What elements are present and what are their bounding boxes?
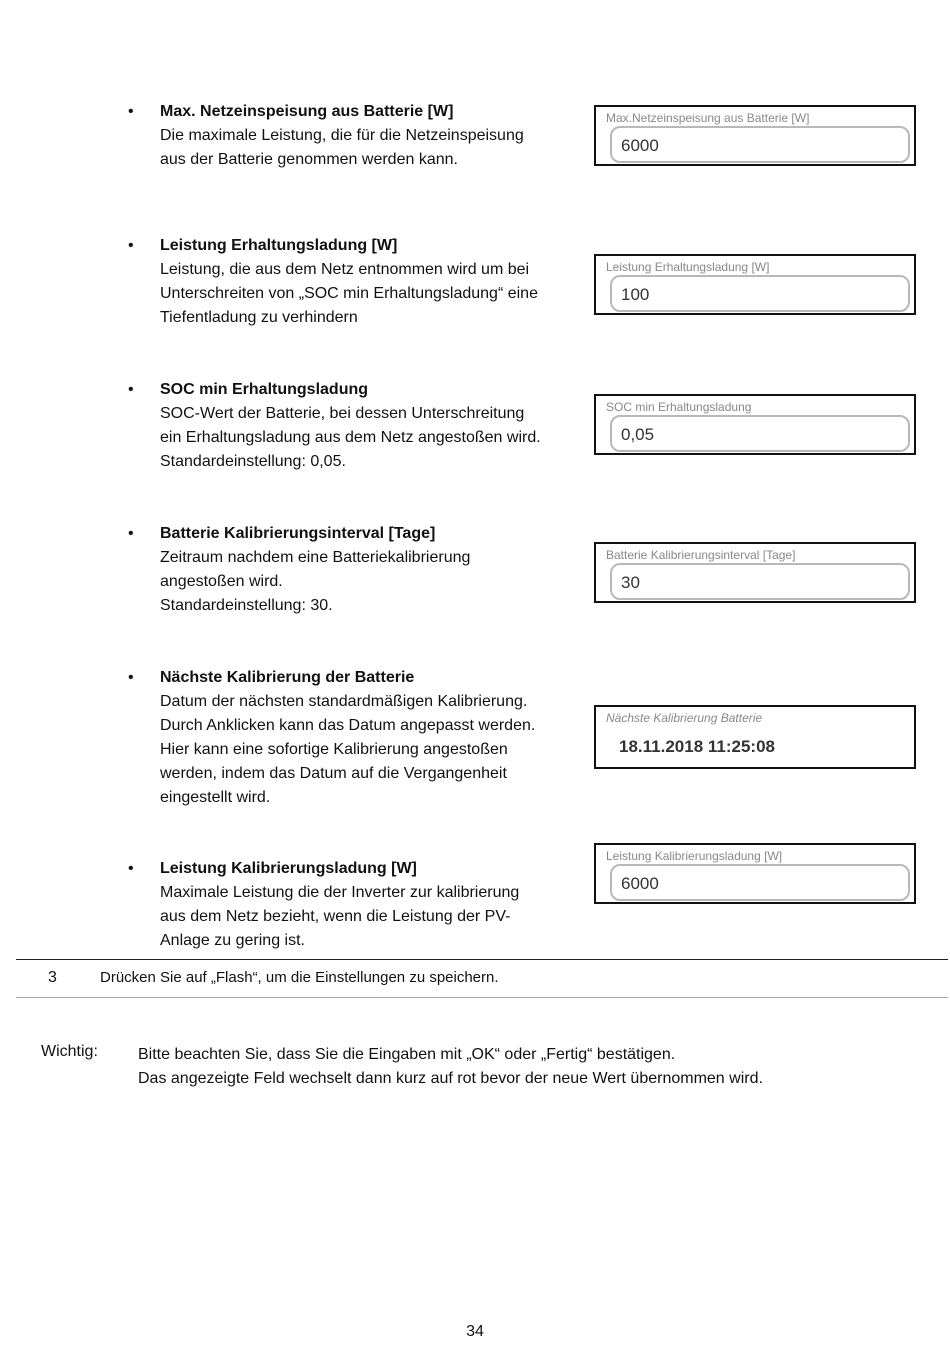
description-line: Datum der nächsten standardmäßigen Kalibrierung. (160, 693, 528, 710)
bullet: • (128, 381, 134, 398)
description-line: angestoßen wird. (160, 573, 283, 590)
description-line: aus der Batterie genommen werden kann. (160, 151, 458, 168)
bullet: • (128, 669, 134, 686)
field-label: Leistung Erhaltungsladung [W] (606, 260, 770, 274)
field-value: 6000 (621, 136, 659, 155)
description-line: Standardeinstellung: 0,05. (160, 453, 346, 470)
setting-title: Nächste Kalibrierung der Batterie (160, 669, 415, 686)
field-label: SOC min Erhaltungsladung (606, 400, 752, 414)
description-line: ein Erhaltungsladung aus dem Netz angestoßen wird. (160, 429, 541, 446)
kalibrierungsinterval-field (594, 542, 916, 603)
leistung-kalibrierungsladung-field (594, 843, 916, 904)
description-line: Leistung, die aus dem Netz entnommen wird um bei (160, 261, 530, 278)
step-text: Drücken Sie auf „Flash“, um die Einstellungen zu speichern. (100, 969, 499, 986)
leistung-erhaltungsladung-field (594, 254, 916, 315)
field-label: Max.Netzeinspeisung aus Batterie [W] (606, 111, 810, 125)
divider-top (16, 959, 948, 960)
description-line: Tiefentladung zu verhindern (160, 309, 358, 326)
bullet: • (128, 525, 134, 542)
soc-min-field (594, 394, 916, 455)
description-line: Maximale Leistung die der Inverter zur kalibrierung (160, 884, 520, 901)
field-label: Batterie Kalibrierungsinterval [Tage] (606, 548, 796, 562)
field-value: 18.11.2018 11:25:08 (619, 737, 775, 756)
field-value: 30 (621, 573, 640, 592)
setting-title: SOC min Erhaltungsladung (160, 381, 369, 398)
page-number: 34 (466, 1323, 484, 1340)
description-line: Zeitraum nachdem eine Batteriekalibrierung (160, 549, 471, 566)
step-number: 3 (48, 969, 57, 986)
description-line: Unterschreiten von „SOC min Erhaltungsladung“ eine (160, 285, 538, 302)
field-input-box (610, 415, 910, 452)
description-line: werden, indem das Datum auf die Vergangenheit (160, 765, 507, 782)
field-value: 0,05 (621, 425, 655, 444)
field-input-box (610, 275, 910, 312)
note-text (138, 1043, 763, 1091)
field-input-box (610, 126, 910, 163)
setting-title: Leistung Erhaltungsladung [W] (160, 237, 398, 254)
description-line: Die maximale Leistung, die für die Netzeinspeisung (160, 127, 524, 144)
description-line: Anlage zu gering ist. (160, 932, 305, 949)
field-input-box (610, 864, 910, 901)
max-netzeinspeisung-field (594, 105, 916, 166)
description-line: Durch Anklicken kann das Datum angepasst werden. (160, 717, 536, 734)
description-line: SOC-Wert der Batterie, bei dessen Unterschreitung (160, 405, 525, 422)
description-line: Hier kann eine sofortige Kalibrierung angestoßen (160, 741, 508, 758)
setting-title: Max. Netzeinspeisung aus Batterie [W] (160, 103, 454, 120)
note-line: Das angezeigte Feld wechselt dann kurz auf rot bevor der neue Wert übernommen wird. (138, 1070, 763, 1087)
description-line: eingestellt wird. (160, 789, 271, 806)
bullet: • (128, 103, 134, 120)
setting-title: Leistung Kalibrierungsladung [W] (160, 860, 417, 877)
bullet: • (128, 860, 134, 877)
bullet: • (128, 237, 134, 254)
field-input-box (610, 563, 910, 600)
setting-title: Batterie Kalibrierungsinterval [Tage] (160, 525, 436, 542)
note-label: Wichtig: (41, 1043, 98, 1060)
field-value: 100 (621, 285, 650, 304)
description-line: Standardeinstellung: 30. (160, 597, 333, 614)
naechste-kalibrierung-field (594, 705, 916, 769)
field-value: 6000 (621, 874, 659, 893)
divider-bottom (16, 997, 948, 998)
field-label: Leistung Kalibrierungsladung [W] (606, 849, 783, 863)
description-line: aus dem Netz bezieht, wenn die Leistung der PV- (160, 908, 511, 925)
field-label: Nächste Kalibrierung Batterie (606, 711, 763, 725)
note-line: Bitte beachten Sie, dass Sie die Eingaben mit „OK“ oder „Fertig“ bestätigen. (138, 1046, 676, 1063)
